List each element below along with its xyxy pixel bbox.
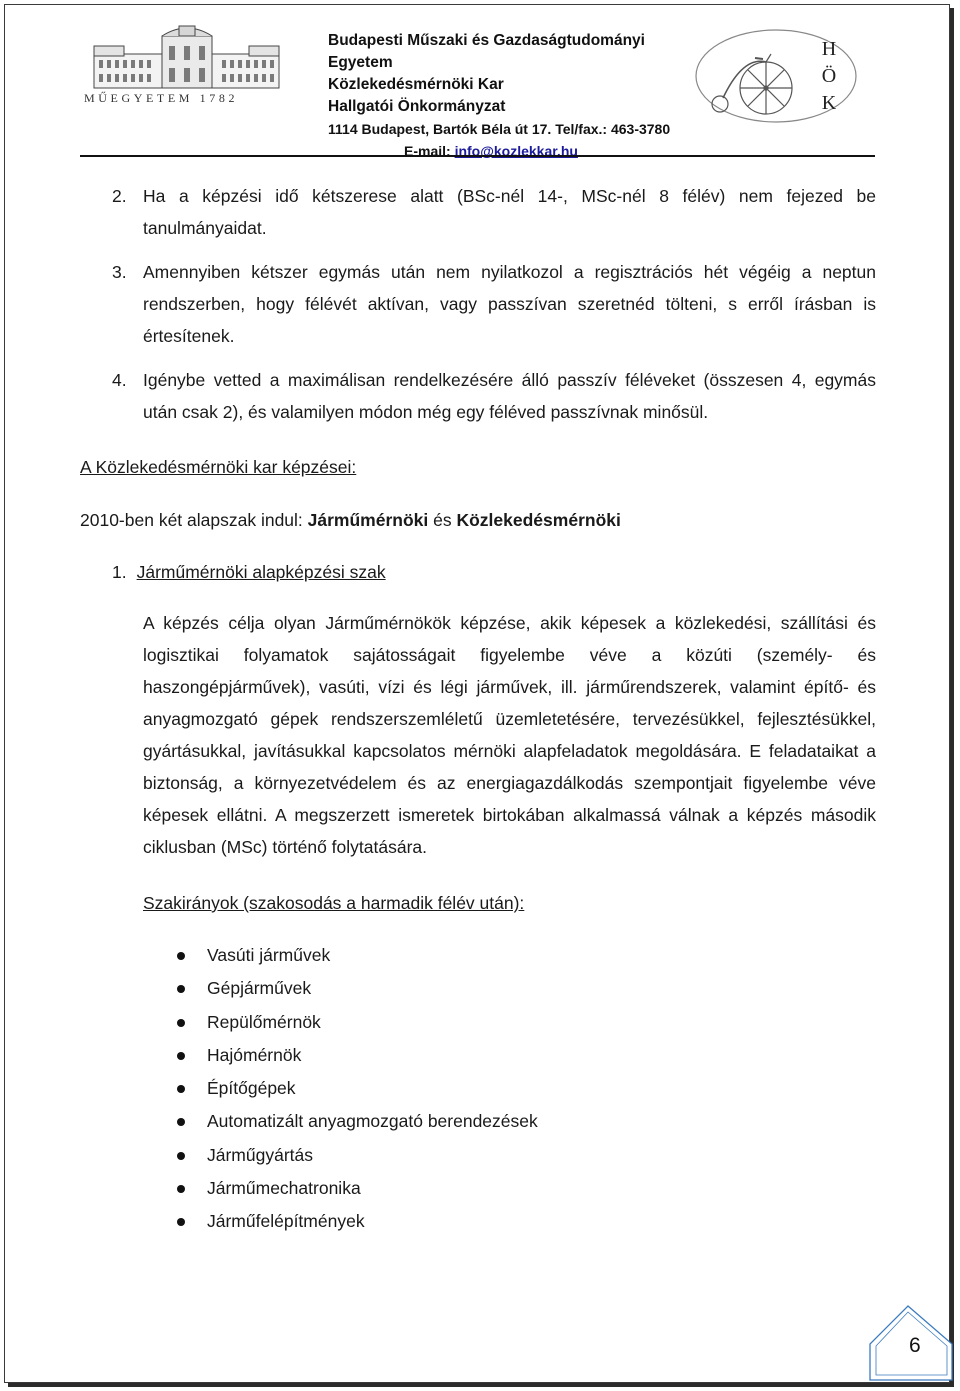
list-item: Automatizált anyagmozgató berendezések xyxy=(80,1105,876,1138)
hok-letter-o: Ö xyxy=(821,65,837,87)
list-item: Hajómérnök xyxy=(80,1039,876,1072)
bme-logo xyxy=(84,24,289,114)
list-item xyxy=(80,364,876,428)
bme-logo-letters: MŰEGYETEM 1782 xyxy=(84,91,239,105)
list-item xyxy=(80,180,876,244)
list-item: Építőgépek xyxy=(80,1072,876,1105)
subsection-title: Járműmérnöki alapképzési szak xyxy=(136,562,386,582)
list-item-number: 4. xyxy=(112,370,127,390)
email-label: E-mail: xyxy=(404,143,455,159)
email-line xyxy=(328,140,708,162)
specializations-title: Szakirányok (szakosodás a harmadik félév után): xyxy=(143,893,525,913)
list-item-text: Amennyiben kétszer egymás után nem nyilatkozol a regisztrációs hét végéig a neptun rendszerben, hogy félévét aktívan, vagy passzívan szeretnéd tölteni, s erről írásban is értesítenek. xyxy=(143,262,876,346)
numbered-list xyxy=(80,180,876,428)
list-item: Gépjárművek xyxy=(80,972,876,1005)
hok-letter-k: K xyxy=(821,92,837,114)
programs-intro xyxy=(80,504,876,536)
section-title: A Közlekedésmérnöki kar képzései: xyxy=(80,457,357,477)
header-address-block xyxy=(328,30,708,162)
faculty-name: Közlekedésmérnöki Kar xyxy=(328,76,504,93)
list-item: Járműfelépítmények xyxy=(80,1205,876,1238)
program-vehicle-engineering: Járműmérnöki xyxy=(307,510,429,530)
subsection-heading xyxy=(112,556,876,588)
list-item: Vasúti járművek xyxy=(80,939,876,972)
subsection-number: 1. xyxy=(112,562,127,582)
university-building-icon xyxy=(84,24,289,90)
list-item-number: 2. xyxy=(112,186,127,206)
postal-address: 1114 Budapest, Bartók Béla út 17. Tel/fax.: 463-3780 xyxy=(328,121,671,137)
list-item-text: Igénybe vetted a maximálisan rendelkezésére álló passzív féléveket (összesen 4, egymás után csak 2), és valamilyen módon még egy féléved passzívnak minősül. xyxy=(143,370,876,422)
list-item xyxy=(80,256,876,352)
programs-intro-connector: és xyxy=(428,510,457,530)
document-body xyxy=(80,180,876,1239)
hok-letters xyxy=(816,36,842,117)
programs-intro-prefix: 2010-ben két alapszak indul: xyxy=(80,510,308,530)
list-item: Repülőmérnök xyxy=(80,1006,876,1039)
list-item-number: 3. xyxy=(112,262,127,282)
list-item: Járműgyártás xyxy=(80,1139,876,1172)
hok-letter-h: H xyxy=(821,38,837,60)
list-item: Járműmechatronika xyxy=(80,1172,876,1205)
list-item-text: Ha a képzési idő kétszerese alatt (BSc-nél 14-, MSc-nél 8 félév) nem fejezed be tanulmányaidat. xyxy=(143,186,876,238)
program-description: A képzés célja olyan Járműmérnökök képzése, akik képesek a közlekedési, szállítási és logisztikai folyamatok sajátosságait figyelembe véve a közúti (személy- és haszongépjárművek), vasúti, vízi és légi járművek, ill. járműrendszerek, valamint építő- és anyagmozgató gépek rendszerszemléletű üzemletetésére, tervezésükkel, fejlesztésükkel, gyártásukkal, javításukkal kapcsolatos mérnöki alapfeladatok megoldására. E feladataikat a biztonság, a környezetvédelem és az energiagazdálkodás szempontjait figyelembe véve képesek ellátni. A megszerzett ismeretek birtokában alkalmassá válnak a képzés második ciklusban (MSc) történő folytatására. xyxy=(143,613,876,857)
header-divider xyxy=(80,155,875,157)
specializations-list xyxy=(80,939,876,1239)
program-transport-engineering: Közlekedésmérnöki xyxy=(456,510,621,530)
university-name: Budapesti Műszaki és Gazdaságtudományi Egyetem xyxy=(328,32,645,71)
student-union-name: Hallgatói Önkormányzat xyxy=(328,98,506,115)
email-link[interactable]: info@kozlekkar.hu xyxy=(454,143,578,159)
page-number: 6 xyxy=(909,1334,921,1357)
hok-logo xyxy=(693,26,859,126)
